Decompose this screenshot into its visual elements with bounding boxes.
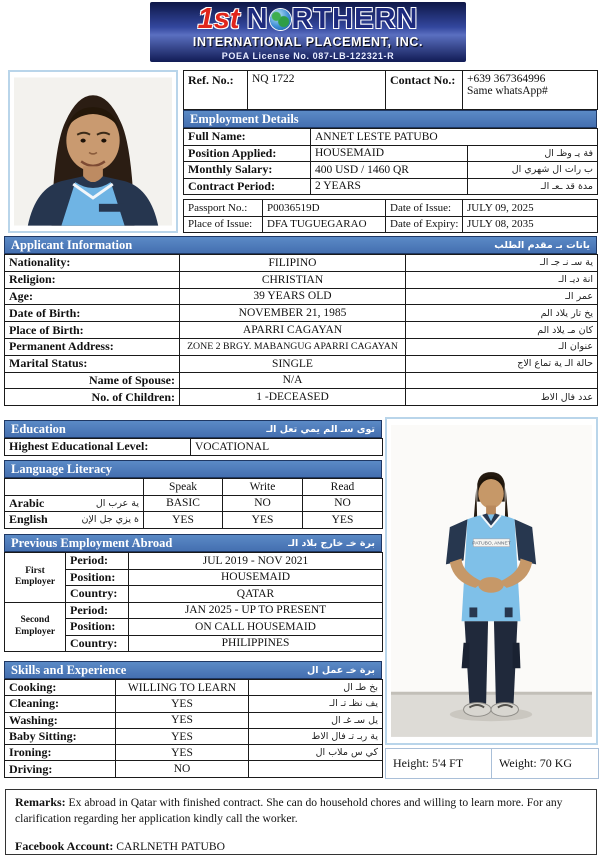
language-literacy-table — [4, 478, 383, 529]
position-applied-label: Position Applied: — [184, 145, 311, 162]
applicant-fullbody-photo — [385, 417, 598, 745]
table-row — [5, 322, 598, 339]
religion-arabic: انة ديـ الـ — [406, 271, 598, 288]
no-of-children-arabic: عدد فال الاط — [406, 389, 598, 406]
english-read-value: YES — [303, 512, 383, 529]
facebook-account: Facebook Account: CARLNETH PATUBO — [15, 839, 225, 854]
ref-no-value: NQ 1722 — [248, 71, 386, 110]
date-of-birth-arabic: يخ تار يلاد الم — [406, 305, 598, 322]
previous-employment-title: Previous Employment Abroad — [11, 535, 173, 550]
weight-value: Weight: 70 KG — [492, 749, 599, 779]
skills-title-arabic: برة خـ عمل ال — [307, 664, 375, 676]
cleaning-label: Cleaning: — [5, 696, 116, 712]
fullbody-illustration — [391, 423, 592, 739]
baby-sitting-label: Baby Sitting: — [5, 728, 116, 744]
place-of-birth-value: APARRI CAGAYAN — [180, 322, 406, 339]
remarks-label: Remarks: — [15, 795, 66, 809]
nationality-value: FILIPINO — [180, 255, 406, 272]
table-row — [5, 761, 383, 777]
employment-details-table — [183, 128, 598, 195]
washing-value: YES — [116, 712, 249, 728]
no-of-children-value: 1 -DECEASED — [180, 389, 406, 406]
logo-name-right: RTHERN — [291, 2, 419, 35]
monthly-salary-value: 400 USD / 1460 QR — [311, 162, 468, 179]
passport-no-value: P0036519D — [263, 200, 386, 217]
cleaning-value: YES — [116, 696, 249, 712]
monthly-salary-label: Monthly Salary: — [184, 162, 311, 179]
table-row — [5, 680, 383, 696]
table-row — [5, 271, 598, 288]
baby-sitting-arabic: ية ربـ تـ فال الاط — [249, 728, 383, 744]
cooking-arabic: بخ طـ ال — [249, 680, 383, 696]
cooking-value: WILLING TO LEARN — [116, 680, 249, 696]
passport-no-label: Passport No.: — [184, 200, 263, 217]
permanent-address-label: Permanent Address: — [5, 338, 180, 355]
education-table — [4, 438, 383, 456]
first-period-label: Period: — [66, 553, 129, 570]
driving-label: Driving: — [5, 761, 116, 777]
table-row — [5, 602, 383, 619]
applicant-information-title: Applicant Information — [11, 237, 133, 252]
poea-license: POEA License No. 087-LB-122321-R — [221, 50, 395, 61]
permanent-address-value: ZONE 2 BRGY. MABANGUG APARRI CAGAYAN — [180, 338, 406, 355]
speak-column-header: Speak — [144, 479, 223, 496]
remarks-box — [5, 789, 597, 855]
baby-sitting-value: YES — [116, 728, 249, 744]
contract-period-value: 2 YEARS — [311, 178, 468, 195]
table-row — [5, 255, 598, 272]
language-empty-cell — [5, 479, 144, 496]
contact-no-value: +639 367364996 Same whatsApp# — [463, 71, 598, 110]
passport-table — [183, 199, 598, 233]
applicant-information-header — [4, 236, 597, 254]
age-label: Age: — [5, 288, 180, 305]
first-country-value: QATAR — [129, 586, 383, 603]
table-row — [5, 745, 383, 761]
applicant-information-table — [4, 254, 598, 406]
previous-employment-table — [4, 552, 383, 652]
nationality-label: Nationality: — [5, 255, 180, 272]
table-row — [5, 495, 383, 512]
full-name-label: Full Name: — [184, 129, 311, 146]
globe-icon — [270, 9, 291, 30]
no-of-children-label: No. of Children: — [5, 389, 180, 406]
monthly-salary-arabic: ب رات ال شهري ال — [468, 162, 598, 179]
education-title-arabic: توى سـ الم يمي تعل الـ — [266, 423, 375, 435]
agency-subtitle: INTERNATIONAL PLACEMENT, INC. — [192, 34, 424, 49]
second-period-label: Period: — [66, 602, 129, 619]
washing-label: Washing: — [5, 712, 116, 728]
arabic-language-label: Arabic ية عرب ال — [5, 495, 144, 512]
skills-table — [4, 679, 383, 778]
full-name-value: ANNET LESTE PATUBO — [311, 129, 598, 146]
table-row — [5, 389, 598, 406]
contract-period-label: Contract Period: — [184, 178, 311, 195]
previous-employment-title-arabic: برة خـ خارج بلاد الـ — [288, 537, 375, 549]
highest-education-value: VOCATIONAL — [191, 439, 383, 456]
language-literacy-header — [4, 460, 382, 478]
ironing-label: Ironing: — [5, 745, 116, 761]
place-of-birth-arabic: كان مـ يلاد الم — [406, 322, 598, 339]
name-of-spouse-label: Name of Spouse: — [5, 372, 180, 389]
position-applied-value: HOUSEMAID — [311, 145, 468, 162]
english-language-label: English ة يزي جل الإن — [5, 512, 144, 529]
ref-no-label: Ref. No.: — [184, 71, 248, 110]
driving-arabic — [249, 761, 383, 777]
logo-name-left: N — [246, 2, 269, 35]
driving-value: NO — [116, 761, 249, 777]
table-row — [5, 305, 598, 322]
second-position-label: Position: — [66, 619, 129, 636]
place-of-issue-label: Place of Issue: — [184, 216, 263, 233]
english-write-value: YES — [223, 512, 303, 529]
washing-arabic: يل سـ غـ ال — [249, 712, 383, 728]
second-period-value: JAN 2025 - UP TO PRESENT — [129, 602, 383, 619]
first-employer-label: First Employer — [5, 553, 66, 603]
table-row — [5, 338, 598, 355]
first-position-label: Position: — [66, 569, 129, 586]
employment-details-title: Employment Details — [190, 111, 299, 126]
skills-header — [4, 661, 382, 679]
arabic-write-value: NO — [223, 495, 303, 512]
headshot-illustration — [14, 76, 172, 227]
table-row — [5, 355, 598, 372]
marital-status-value: SINGLE — [180, 355, 406, 372]
arabic-speak-value: BASIC — [144, 495, 223, 512]
permanent-address-arabic: عنوان الـ — [406, 338, 598, 355]
place-of-issue-value: DFA TUGUEGARAO — [263, 216, 386, 233]
uniform-name-tag: PATUBO, ANNET — [472, 541, 511, 547]
table-row — [5, 728, 383, 744]
first-position-value: HOUSEMAID — [129, 569, 383, 586]
highest-education-label: Highest Educational Level: — [5, 439, 191, 456]
name-of-spouse-arabic — [406, 372, 598, 389]
religion-value: CHRISTIAN — [180, 271, 406, 288]
height-value: Height: 5'4 FT — [386, 749, 492, 779]
agency-logo — [150, 2, 466, 62]
contact-no-label: Contact No.: — [386, 71, 463, 110]
date-of-birth-value: NOVEMBER 21, 1985 — [180, 305, 406, 322]
cleaning-arabic: يف نظـ تـ الـ — [249, 696, 383, 712]
applicant-information-title-arabic: يانات بـ مقدم الطلب — [494, 239, 590, 251]
contract-period-arabic: مدة قد ـعـ الـ — [468, 178, 598, 195]
second-country-label: Country: — [66, 635, 129, 652]
date-of-issue-label: Date of Issue: — [386, 200, 463, 217]
table-row — [5, 512, 383, 529]
read-column-header: Read — [303, 479, 383, 496]
facebook-label: Facebook Account: — [15, 839, 114, 854]
ironing-value: YES — [116, 745, 249, 761]
arabic-read-value: NO — [303, 495, 383, 512]
write-column-header: Write — [223, 479, 303, 496]
remarks-text: Remarks: Ex abroad in Qatar with finished contract. She can do household chores and willing to learn more. For any clarification regarding her application kindly call the worker. — [15, 795, 563, 825]
applicant-headshot-photo — [8, 70, 178, 233]
age-value: 39 YEARS OLD — [180, 288, 406, 305]
english-speak-value: YES — [144, 512, 223, 529]
reference-contact-table — [183, 70, 598, 110]
table-row — [5, 696, 383, 712]
table-row — [5, 288, 598, 305]
date-of-issue-value: JULY 09, 2025 — [463, 200, 598, 217]
second-employer-label: Second Employer — [5, 602, 66, 652]
marital-status-arabic: حالة الـ ية تماع الاج — [406, 355, 598, 372]
table-row — [5, 372, 598, 389]
cooking-label: Cooking: — [5, 680, 116, 696]
nationality-arabic: ية سـ نـ جـ الـ — [406, 255, 598, 272]
ironing-arabic: كي س ملاب ال — [249, 745, 383, 761]
skills-title: Skills and Experience — [11, 662, 127, 677]
first-country-label: Country: — [66, 586, 129, 603]
age-arabic: عمر الـ — [406, 288, 598, 305]
language-literacy-title: Language Literacy — [11, 461, 113, 476]
previous-employment-header — [4, 534, 382, 552]
table-row — [5, 553, 383, 570]
employment-details-header — [183, 110, 597, 128]
agency-logo-name — [197, 2, 419, 35]
date-of-birth-label: Date of Birth: — [5, 305, 180, 322]
date-of-expiry-label: Date of Expiry: — [386, 216, 463, 233]
education-header — [4, 420, 382, 438]
logo-1st-text: 1st — [197, 2, 240, 35]
second-position-value: ON CALL HOUSEMAID — [129, 619, 383, 636]
education-title: Education — [11, 421, 66, 436]
second-country-value: PHILIPPINES — [129, 635, 383, 652]
place-of-birth-label: Place of Birth: — [5, 322, 180, 339]
first-period-value: JUL 2019 - NOV 2021 — [129, 553, 383, 570]
marital-status-label: Marital Status: — [5, 355, 180, 372]
measurements-table — [385, 748, 599, 779]
position-applied-arabic: فة يـ وظـ ال — [468, 145, 598, 162]
name-of-spouse-value: N/A — [180, 372, 406, 389]
date-of-expiry-value: JULY 08, 2035 — [463, 216, 598, 233]
table-row — [5, 712, 383, 728]
religion-label: Religion: — [5, 271, 180, 288]
